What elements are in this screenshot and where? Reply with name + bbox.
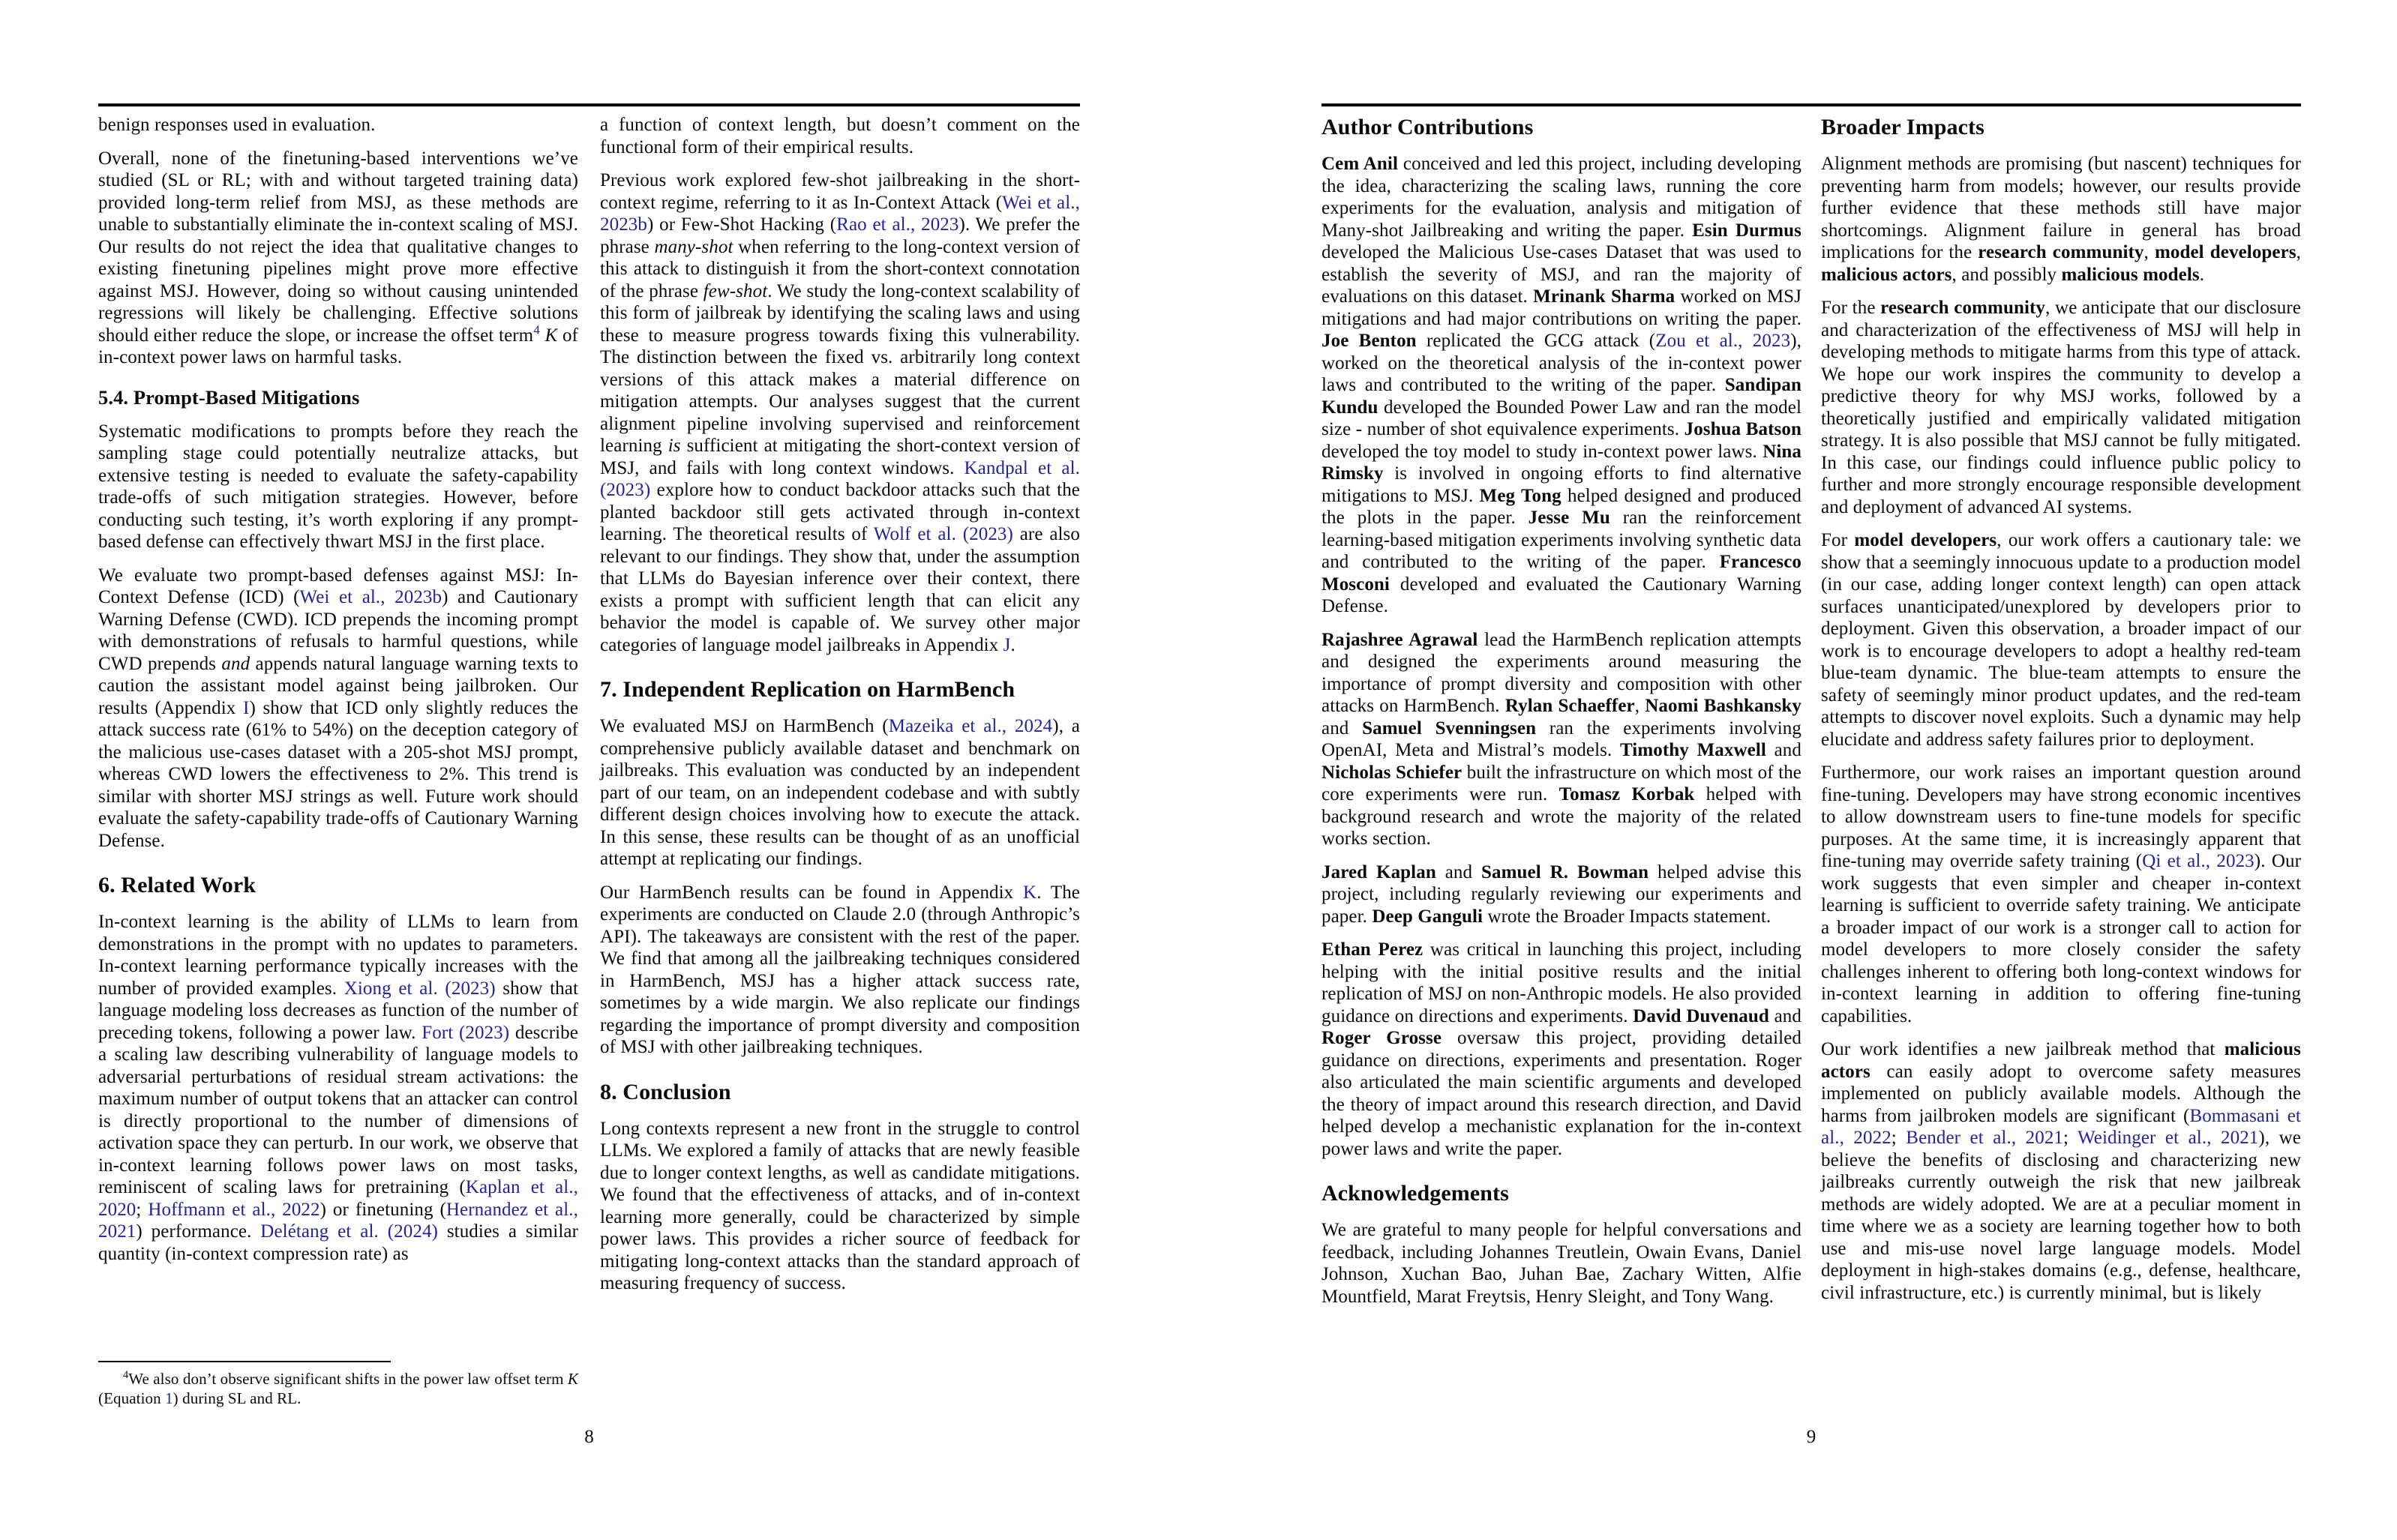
paragraph: Systematic modifications to prompts before they reach the sampling stage could potentially neutralize attacks, but extensive testing is needed to evaluate the safety-capability trade-offs of such mitigation strategies. However, before conducting such testing, it’s worth exploring if any prompt-based defense can effectively thwart MSJ in the first place. bbox=[98, 421, 578, 552]
paragraph: In-context learning is the ability of LLMs to learn from demonstrations in the prompt with no updates to parameters. In-context learning performance typically increases with the number of provided examples. Xiong et al. (2023) show that language modeling loss decreases as function of the number of preceding tokens, following a power law. Fort (2023) describe a scaling law describing vulnerability of language models to adversarial perturbations of residual stream activations: the maximum number of output tokens that an attacker can control is directly proportional to the number of dimensions of activation space they can perturb. In our work, we observe that in-context learning follows power laws on most tasks, reminiscent of scaling laws for pretraining (Kaplan et al., 2020; Hoffmann et al., 2022) or finetuning (Hernandez et al., 2021) performance. Delétang et al. (2024) studies a similar quantity (in-context compression rate) as bbox=[98, 912, 578, 1264]
citation-link[interactable]: Hernandez et al., 2021 bbox=[98, 1199, 578, 1242]
paragraph: benign responses used in evaluation. bbox=[98, 115, 376, 135]
heading-conclusion: 8. Conclusion bbox=[600, 1079, 731, 1104]
paragraph: For the research community, we anticipate that our disclosure and characterization of the effectiveness of MSJ will help in developing methods to mitigate harms from this type of attack. We hope our work inspires the community to develop a predictive theory for why MSJ works, followed by a theoretically justified and empirically validated mitigation strategy. It is also possible that MSJ cannot be fully mitigated. In this case, our findings could influence public policy to further and more strongly encourage responsible development and deployment of advanced AI systems. bbox=[1821, 298, 2302, 517]
page-8-top-rule bbox=[98, 103, 1080, 106]
citation-link[interactable]: Mazeika et al., 2024 bbox=[888, 716, 1053, 736]
citation-link[interactable]: Hoffmann et al., 2022 bbox=[148, 1199, 320, 1220]
paragraph: We evaluated MSJ on HarmBench (Mazeika et al., 2024), a comprehensive publicly available dataset and benchmark on jailbreaks. This evaluation was conducted by an independent part of our team, on an independent codebase and with subtly different design choices involving how to execute the attack. In this sense, these results can be thought of as an unofficial attempt at replicating our findings. bbox=[600, 716, 1081, 869]
page-8-column-1 bbox=[98, 114, 578, 1408]
paragraph: Previous work explored few-shot jailbreaking in the short-context regime, referring to it as In-Context Attack (Wei et al., 2023b) or Few-Shot Hacking (Rao et al., 2023). We prefer the phrase many-shot when referring to the long-context version of this attack to distinguish it from the short-context connotation of the phrase few-shot. We study the long-context scalability of this form of jailbreak by identifying the scaling laws and using these to measure progress towards fixing this vulnerability. The distinction between the fixed vs. arbitrarily long context versions of this attack makes a material difference on mitigation attempts. Our analyses suggest that the current alignment pipeline involving supervised and reinforcement learning is sufficient at mitigating the short-context version of MSJ, and fails with long context windows. Kandpal et al. (2023) explore how to conduct backdoor attacks such that the planted backdoor still gets activated through in-context learning. The theoretical results of Wolf et al. (2023) are also relevant to our findings. They show that, under the assumption that LLMs do Bayesian inference over their context, there exists a prompt with sufficient length that can elicit any behavior the model is capable of. We survey other major categories of language model jailbreaks in Appendix J. bbox=[600, 170, 1081, 655]
paragraph: Jared Kaplan and Samuel R. Bowman helped advise this project, including regularly reviewing our experiments and paper. Deep Ganguli wrote the Broader Impacts statement. bbox=[1322, 861, 1802, 927]
paragraph: Overall, none of the finetuning-based interventions we’ve studied (SL or RL; with and without targeted training data) provided long-term relief from MSJ, as these methods are unable to substantially eliminate the in-context scaling of MSJ. Our results do not reject the idea that qualitative changes to existing finetuning pipelines might prove more effective against MSJ. However, doing so without causing unintended regressions will likely be challenging. Effective solutions should either reduce the slope, or increase the offset term$^4$ K of in-context power laws on harmful tasks. bbox=[98, 148, 578, 367]
citation-link[interactable]: K bbox=[1023, 882, 1037, 903]
page-number-9: 9 bbox=[1806, 1427, 1816, 1447]
paragraph: We evaluate two prompt-based defenses against MSJ: In-Context Defense (ICD) (Wei et al., 2023b) and Cautionary Warning Defense (CWD). ICD prepends the incoming prompt with demonstrations of refusals to harmful questions, while CWD prepends and appends natural language warning texts to caution the assistant model against being jailbroken. Our results (Appendix I) show that ICD only slightly reduces the attack success rate (61% to 54%) on the deception category of the malicious use-cases dataset with a 205-shot MSJ prompt, whereas CWD lowers the effectiveness to 2%. This trend is similar with shorter MSJ strings as well. Future work should evaluate the safety-capability trade-offs of Cautionary Warning Defense. bbox=[98, 565, 579, 851]
paragraph: Long contexts represent a new front in the struggle to control LLMs. We explored a family of attacks that are newly feasible due to longer context lengths, as well as candidate mitigations. We found that the effectiveness of attacks, and of in-context learning more generally, could be characterized by simple power laws. This provides a richer source of feedback for mitigating long-context attacks than the standard approach of measuring frequency of success. bbox=[600, 1118, 1080, 1293]
citation-link[interactable]: J bbox=[1003, 634, 1011, 655]
citation-link[interactable]: Qi et al., 2023 bbox=[2142, 851, 2254, 871]
paragraph: Our HarmBench results can be found in Appendix K. The experiments are conducted on Claude 2.0 (through Anthropic’s API). The takeaways are consistent with the rest of the paper. We find that among all the jailbreaking techniques considered in HarmBench, MSJ has a higher attack success rate, sometimes by a wide margin. We also replicate our findings regarding the importance of prompt diversity and composition of MSJ with other jailbreaking techniques. bbox=[600, 882, 1080, 1057]
citation-link[interactable]: Zou et al., 2023 bbox=[1655, 331, 1791, 351]
paragraph: For model developers, our work offers a cautionary tale: we show that a seemingly innocuous update to a production model (in our case, adding longer context length) can open attack surfaces unanticipated/unexplored by developers prior to deployment. Given this observation, a broader impact of our work is to encourage developers to adopt a healthy red-team blue-team dynamic. The blue-team attempts to ensure the safety of seemingly minor product updates, and the red-team attempts to discover novel exploits. Such a dynamic may help elucidate and address safety failures prior to deployment. bbox=[1821, 530, 2301, 750]
paragraph: We are grateful to many people for helpful conversations and feedback, including Johannes Treutlein, Owain Evans, Daniel Johnson, Xuchan Bao, Juhan Bae, Zachary Witten, Alfie Mountfield, Marat Freytsis, Henry Sleight, and Tony Wang. bbox=[1322, 1220, 1802, 1307]
citation-link[interactable]: Fort (2023) bbox=[422, 1022, 510, 1043]
page-9-column-2 bbox=[1821, 114, 2301, 1315]
citation-link[interactable]: Kaplan et al., 2020 bbox=[98, 1177, 578, 1220]
citation-link[interactable]: Xiong et al. (2023) bbox=[344, 978, 496, 999]
footnote-text: $^4$We also don’t observe significant shifts in the power law offset term K (Equation 1) during SL and RL. bbox=[98, 1369, 578, 1407]
citation-link[interactable]: Kandpal et al. (2023) bbox=[600, 457, 1080, 500]
paragraph: a function of context length, but doesn’t comment on the functional form of their empirical results. bbox=[600, 115, 1080, 157]
heading-independent-replication: 7. Independent Replication on HarmBench bbox=[600, 677, 1016, 702]
paragraph: Ethan Perez was critical in launching this project, including helping with the initial positive results and the initial replication of MSJ on non-Anthropic models. He also provided guidance on directions and experiments. David Duvenaud and Roger Grosse oversaw this project, providing detailed guidance on directions, experiments and presentation. Roger also articulated the main scientific arguments and developed the theory of impact around this research direction, and David helped develop a mechanistic explanation for the in-context power laws and write the paper. bbox=[1322, 939, 1802, 1159]
citation-link[interactable]: Bommasani et al., 2022 bbox=[1821, 1105, 2301, 1148]
heading-acknowledgements: Acknowledgements bbox=[1322, 1181, 1509, 1206]
footnote-rule bbox=[98, 1361, 391, 1362]
paragraph: Our work identifies a new jailbreak method that malicious actors can easily adopt to overcome safety measures implemented on publicly available models. Although the harms from jailbroken models are significant (Bommasani et al., 2022; Bender et al., 2021; Weidinger et al., 2021), we believe the benefits of disclosing and characterizing new jailbreaks currently outweigh the risk that new jailbreak methods are widely adopted. We are at a peculiar moment in time where we as a society are learning together how to both use and mis-use novel large language models. Model deployment in high-stakes domains (e.g., defense, healthcare, civil infrastructure, etc.) is currently minimal, but is likely bbox=[1821, 1039, 2301, 1303]
footnote bbox=[98, 1361, 578, 1408]
paragraph: Rajashree Agrawal lead the HarmBench replication attempts and designed the experiments around measuring the importance of prompt diversity and composition with other attacks on HarmBench. Rylan Schaeffer, Naomi Bashkansky and Samuel Svenningsen ran the experiments involving OpenAI, Meta and Mistral’s models. Timothy Maxwell and Nicholas Schiefer built the infrastructure on which most of the core experiments were run. Tomasz Korbak helped with background research and wrote the majority of the related works section. bbox=[1322, 629, 1802, 849]
heading-author-contributions: Author Contributions bbox=[1322, 115, 1534, 139]
citation-link[interactable]: Wei et al., 2023b bbox=[299, 587, 442, 607]
citation-link[interactable]: Wolf et al. (2023) bbox=[873, 524, 1013, 544]
heading-broader-impacts: Broader Impacts bbox=[1821, 115, 1984, 139]
paragraph: Alignment methods are promising (but nascent) techniques for preventing harm from models; however, our results provide further evidence that these methods still have major shortcomings. Alignment failure in general has broad implications for the research community, model developers, malicious actors, and possibly malicious models. bbox=[1821, 154, 2302, 285]
citation-link[interactable]: Bender et al., 2021 bbox=[1906, 1128, 2064, 1148]
citation-link[interactable]: Wei et al., 2023b bbox=[600, 192, 1080, 235]
page-9-top-rule bbox=[1322, 103, 2301, 106]
page-number-8: 8 bbox=[584, 1427, 594, 1447]
citation-link[interactable]: 4 bbox=[533, 322, 540, 337]
citation-link[interactable]: I bbox=[243, 697, 250, 718]
citation-link[interactable]: 1 bbox=[165, 1389, 173, 1407]
paragraph: Furthermore, our work raises an important question around fine-tuning. Developers may have strong economic incentives to allow downstream users to fine-tune models for specific purposes. At the same time, it is increasingly apparent that fine-tuning may override safety training (Qi et al., 2023). Our work suggests that even simpler and cheaper in-context learning is sufficient to override safety training. We anticipate a broader impact of our work is a stronger call to action for model developers to more closely consider the safety challenges inherent to offering both long-context windows for in-context learning in addition to offering fine-tuning capabilities. bbox=[1821, 763, 2301, 1026]
paragraph: Cem Anil conceived and led this project, including developing the idea, characterizing the scaling laws, running the core experiments for the evaluation, analysis and mitigation of Many-shot Jailbreaking and writing the paper. Esin Durmus developed the Malicious Use-cases Dataset that was used to establish the severity of MSJ, and ran the majority of evaluations on this dataset. Mrinank Sharma worked on MSJ mitigations and had major contributions on writing the paper. Joe Benton replicated the GCG attack (Zou et al., 2023), worked on the theoretical analysis of the in-context power laws and contributed to the writing of the paper. Sandipan Kundu developed the Bounded Power Law and ran the model size - number of shot equivalence experiments. Joshua Batson developed the toy model to study in-context power laws. Nina Rimsky is involved in ongoing efforts to find alternative mitigations to MSJ. Meg Tong helped designed and produced the plots in the paper. Jesse Mu ran the reinforcement learning-based mitigation experiments involving synthetic data and contributed to the writing of the paper. Francesco Mosconi developed and evaluated the Cautionary Warning Defense. bbox=[1322, 154, 1802, 616]
page-8-column-2 bbox=[600, 114, 1080, 1306]
citation-link[interactable]: Delétang et al. (2024) bbox=[260, 1221, 438, 1242]
heading-prompt-based-mitigations: 5.4. Prompt-Based Mitigations bbox=[98, 385, 360, 409]
page-9-column-1 bbox=[1322, 114, 1802, 1319]
heading-related-work: 6. Related Work bbox=[98, 873, 256, 897]
citation-link[interactable]: Weidinger et al., 2021 bbox=[2078, 1128, 2259, 1148]
citation-link[interactable]: Rao et al., 2023 bbox=[836, 214, 959, 235]
